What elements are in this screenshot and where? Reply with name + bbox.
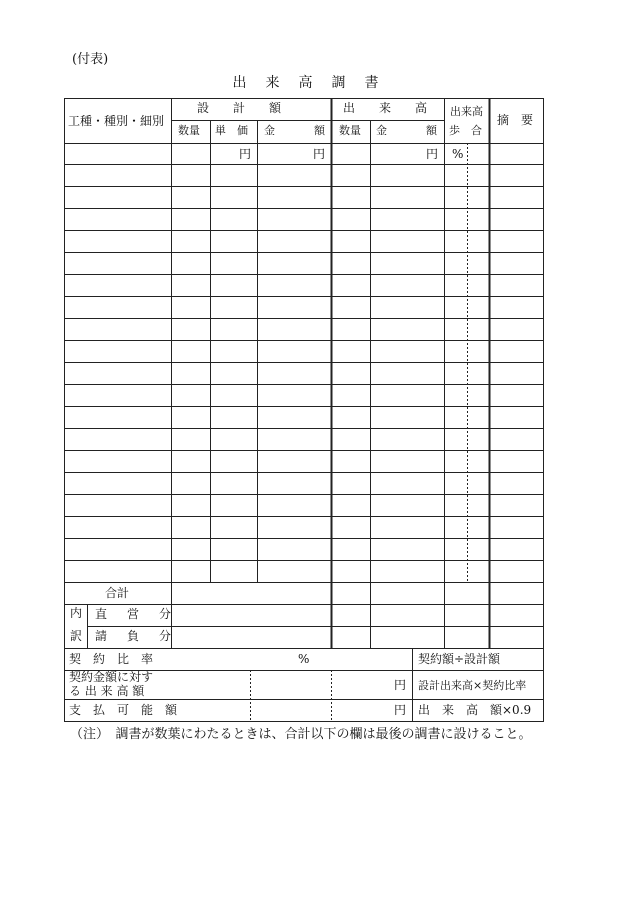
header-progress-bottom: 歩 合: [449, 124, 482, 137]
total-label: 合計: [105, 586, 130, 600]
header-progress-top: 出来高: [450, 105, 483, 118]
document-title: 出来高調書: [232, 75, 398, 91]
header-perf-amount-left: 金: [376, 124, 387, 137]
performance-formula: 設計出来高×契約比率: [418, 679, 527, 692]
header-unit-price: 単 価: [215, 124, 248, 137]
contract-ratio-label: 契 約 比 率: [69, 652, 154, 666]
contract-amount-label-2: る 出 来 高 額: [69, 684, 145, 698]
direct-label: 直 営 分: [95, 607, 176, 621]
header-performance: 出 来 高: [343, 101, 428, 115]
header-design-amount: 設 計 額: [197, 101, 282, 115]
progress-percent: %: [452, 147, 464, 161]
header-perf-amount-right: 額: [426, 124, 437, 137]
header-perf-qty: 数量: [339, 124, 361, 137]
header-design-amount-left: 金: [264, 124, 275, 137]
contract-amount-yen: 円: [394, 678, 407, 692]
payable-formula: 出 来 高 額×0.9: [418, 703, 532, 717]
breakdown-top-label: 内: [70, 606, 83, 620]
payable-yen: 円: [394, 703, 407, 717]
contract-ratio-percent: %: [298, 652, 310, 666]
design-amount-yen: 円: [313, 147, 326, 161]
header-design-amount-right: 額: [314, 124, 325, 137]
breakdown-bottom-label: 訳: [70, 629, 83, 643]
contract-label: 請 負 分: [95, 629, 176, 643]
contract-amount-label-1: 契約金額に対す: [69, 670, 154, 684]
contract-ratio-formula: 契約額÷設計額: [418, 652, 501, 666]
performance-amount-yen: 円: [426, 147, 439, 161]
unit-price-yen: 円: [239, 147, 252, 161]
header-item-name: 工種・種別・細別: [68, 114, 165, 128]
footnote: （注） 調書が数葉にわたるときは、合計以下の欄は最後の調書に設けること。: [70, 727, 532, 742]
attachment-label: (付表): [72, 52, 109, 67]
header-design-qty: 数量: [178, 124, 200, 137]
header-remarks: 摘 要: [497, 113, 534, 127]
payable-label: 支 払 可 能 額: [69, 703, 178, 717]
